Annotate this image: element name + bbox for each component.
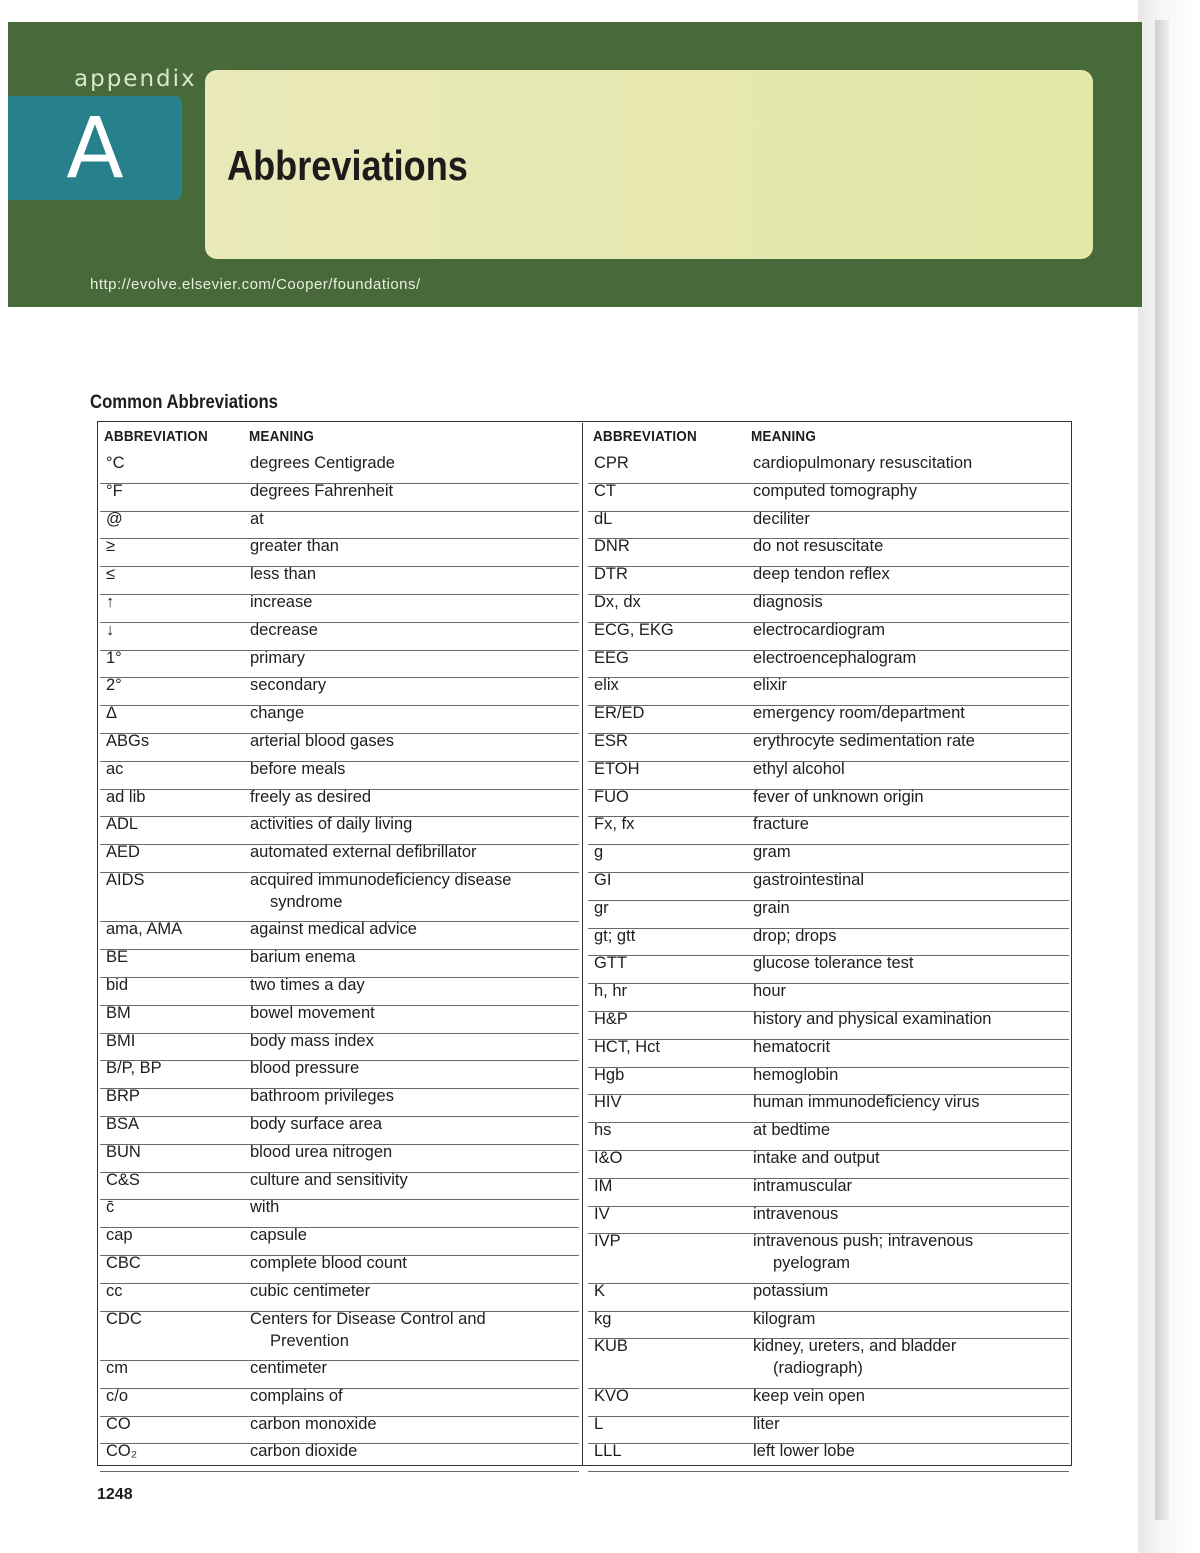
meaning-text: carbon dioxide	[250, 1442, 358, 1461]
abbreviation-cell: DTR	[594, 565, 628, 584]
meaning-cell	[250, 1413, 377, 1435]
abbreviation-cell: LLL	[594, 1442, 622, 1461]
meaning-cell	[753, 730, 975, 752]
appendix-letter-box	[8, 96, 182, 200]
abbreviation-cell: c̄	[106, 1198, 115, 1217]
meaning-cell	[753, 1091, 980, 1113]
abbreviation-cell: ≥	[106, 537, 116, 556]
meaning-cell	[753, 1008, 991, 1030]
meaning-text: kilogram	[753, 1309, 816, 1328]
meaning-text: degrees Fahrenheit	[250, 481, 394, 500]
meaning-cell	[250, 508, 264, 530]
meaning-text: at bedtime	[753, 1121, 831, 1140]
appendix-letter: A	[66, 99, 124, 197]
meaning-cell	[250, 1196, 279, 1218]
abbreviation-cell: BUN	[106, 1142, 141, 1161]
meaning-text: human immunodeficiency virus	[753, 1093, 980, 1112]
abbreviation-cell: BE	[106, 948, 129, 967]
meaning-text: emergency room/department	[753, 704, 965, 723]
abbreviation-cell: elix	[594, 676, 619, 695]
table-row	[100, 619, 579, 647]
page-title: Abbreviations	[227, 142, 468, 189]
meaning-text: gram	[753, 843, 791, 862]
abbreviation-cell: GI	[594, 871, 612, 889]
abbreviation-cell: Fx, fx	[594, 815, 635, 834]
meaning-cell	[753, 563, 890, 585]
abbreviation-cell: @	[106, 509, 123, 528]
meaning-text: complains of	[250, 1386, 343, 1405]
abbreviation-cell: CBC	[106, 1254, 141, 1272]
meaning-cell	[753, 869, 864, 891]
meaning-text: barium enema	[250, 948, 356, 967]
meaning-text: primary	[250, 648, 306, 667]
meaning-cell	[250, 946, 355, 968]
meaning-cell	[753, 1119, 830, 1141]
table-row	[588, 813, 1069, 841]
abbreviation-cell: EEG	[594, 648, 629, 667]
page-edge	[1155, 20, 1169, 1520]
meaning-text: decrease	[250, 620, 318, 639]
meaning-text: kidney, ureters, and bladder	[753, 1337, 957, 1356]
meaning-cell	[250, 1141, 392, 1163]
abbreviation-cell: CT	[594, 481, 616, 500]
meaning-cell	[250, 619, 318, 641]
abbreviation-cell: ↓	[106, 620, 115, 639]
meaning-text: ethyl alcohol	[753, 759, 845, 778]
meaning-text: intravenous	[753, 1204, 839, 1223]
meaning-text: fracture	[753, 815, 809, 834]
abbreviation-cell: cap	[106, 1226, 133, 1245]
abbreviation-cell: bid	[106, 976, 129, 994]
meaning-text: culture and sensitivity	[250, 1170, 408, 1189]
abbreviation-cell: hs	[594, 1121, 612, 1140]
table-column-divider	[582, 423, 583, 1465]
right-header-meaning: MEANING	[751, 428, 817, 445]
meaning-text: hematocrit	[753, 1037, 831, 1056]
meaning-cell	[753, 1440, 855, 1462]
meaning-text: grain	[753, 898, 790, 917]
meaning-cell	[250, 1252, 407, 1274]
meaning-text: body surface area	[250, 1115, 383, 1133]
abbreviation-cell: BSA	[106, 1115, 140, 1133]
abbreviation-cell: cm	[106, 1359, 128, 1377]
meaning-text: carbon monoxide	[250, 1414, 377, 1433]
meaning-text: cubic centimeter	[250, 1281, 371, 1300]
abbreviation-cell: ama, AMA	[106, 920, 183, 939]
meaning-text: deep tendon reflex	[753, 565, 890, 584]
meaning-cell	[250, 869, 511, 913]
abbreviation-cell: ≤	[106, 565, 116, 584]
meaning-cell	[250, 535, 339, 557]
meaning-text: bowel movement	[250, 1003, 375, 1022]
meaning-cell	[753, 1308, 815, 1330]
meaning-text: secondary	[250, 676, 327, 695]
meaning-text: electrocardiogram	[753, 620, 886, 639]
table-row	[100, 1224, 579, 1252]
abbreviation-cell: 1°	[106, 648, 122, 667]
meaning-cell	[250, 674, 326, 696]
meaning-text: computed tomography	[753, 481, 918, 500]
meaning-cell	[250, 1002, 375, 1024]
abbreviation-cell: dL	[594, 509, 613, 528]
meaning-cell	[250, 1440, 357, 1462]
meaning-cell	[753, 1147, 880, 1169]
meaning-text: hemoglobin	[753, 1065, 839, 1084]
abbreviation-cell: 2°	[106, 676, 122, 695]
meaning-text: intravenous push; intravenous	[753, 1232, 974, 1251]
abbreviation-cell: CO₂	[106, 1442, 138, 1461]
table-row	[588, 1413, 1069, 1441]
meaning-cell	[250, 813, 412, 835]
meaning-cell	[753, 1175, 852, 1197]
meaning-cell	[250, 1113, 382, 1135]
meaning-cell	[753, 813, 809, 835]
meaning-cell	[250, 1308, 486, 1352]
meaning-text: blood pressure	[250, 1059, 360, 1078]
row-rule	[100, 1471, 579, 1472]
meaning-text: freely as desired	[250, 787, 372, 806]
meaning-text: less than	[250, 565, 317, 584]
meaning-cell	[753, 758, 845, 780]
meaning-cell	[753, 1413, 780, 1435]
meaning-text: deciliter	[753, 509, 810, 528]
table-row	[100, 674, 579, 702]
meaning-text: blood urea nitrogen	[250, 1142, 393, 1161]
meaning-text: elixir	[753, 676, 787, 695]
abbreviation-cell: BM	[106, 1003, 131, 1022]
abbreviation-cell: ↑	[106, 593, 115, 611]
meaning-text: against medical advice	[250, 920, 417, 939]
meaning-cell	[753, 480, 917, 502]
meaning-cell	[250, 730, 394, 752]
meaning-text: body mass index	[250, 1031, 374, 1050]
abbreviation-cell: ABGs	[106, 732, 150, 750]
meaning-text: automated external defibrillator	[250, 843, 477, 862]
meaning-cell	[250, 786, 371, 808]
meaning-cell	[250, 480, 393, 502]
abbreviation-cell: Dx, dx	[594, 593, 641, 611]
meaning-cell	[753, 1203, 838, 1225]
meaning-text: Centers for Disease Control and	[250, 1309, 486, 1328]
meaning-continuation: Prevention	[270, 1331, 349, 1350]
abbreviation-cell: DNR	[594, 537, 630, 556]
meaning-text: intramuscular	[753, 1176, 853, 1195]
meaning-text: degrees Centigrade	[250, 454, 395, 472]
meaning-text: two times a day	[250, 976, 365, 994]
meaning-text: keep vein open	[753, 1386, 865, 1405]
section-title: Common Abbreviations	[90, 392, 278, 413]
abbreviation-cell: AED	[106, 843, 140, 862]
table-row	[588, 980, 1069, 1008]
row-rule	[588, 1471, 1069, 1472]
meaning-text: before meals	[250, 759, 346, 778]
meaning-cell	[753, 980, 786, 1002]
abbreviation-cell: I&O	[594, 1149, 623, 1167]
table-row	[588, 508, 1069, 536]
meaning-text: do not resuscitate	[753, 537, 884, 556]
abbreviation-cell: gt; gtt	[594, 926, 636, 945]
meaning-text: potassium	[753, 1281, 829, 1300]
table-row	[588, 1280, 1069, 1308]
abbreviation-cell: HCT, Hct	[594, 1037, 660, 1056]
meaning-cell	[753, 1064, 838, 1086]
meaning-cell	[753, 591, 823, 613]
abbreviation-cell: °F	[106, 481, 123, 500]
meaning-text: centimeter	[250, 1359, 328, 1377]
meaning-text: left lower lobe	[753, 1442, 855, 1461]
meaning-cell	[753, 452, 972, 474]
meaning-text: bathroom privileges	[250, 1087, 394, 1106]
left-header-meaning: MEANING	[249, 428, 315, 445]
table-row	[588, 591, 1069, 619]
abbreviation-cell: h, hr	[594, 982, 628, 1001]
meaning-cell	[250, 1085, 394, 1107]
meaning-text: erythrocyte sedimentation rate	[753, 732, 975, 750]
abbreviation-cell: KUB	[594, 1337, 628, 1356]
table-row	[100, 563, 579, 591]
meaning-text: diagnosis	[753, 593, 823, 611]
abbreviation-cell: AIDS	[106, 871, 145, 889]
meaning-cell	[250, 1169, 408, 1191]
meaning-cell	[250, 1057, 359, 1079]
abbreviation-cell: ER/ED	[594, 704, 645, 723]
meaning-text: electroencephalogram	[753, 648, 917, 667]
meaning-cell	[753, 647, 916, 669]
meaning-text: at	[250, 509, 264, 528]
meaning-text: acquired immunodeficiency disease	[250, 871, 512, 889]
meaning-cell	[753, 1036, 830, 1058]
meaning-cell	[753, 1335, 956, 1379]
table-row	[588, 1308, 1069, 1336]
abbreviation-cell: CO	[106, 1414, 131, 1433]
meaning-text: change	[250, 704, 305, 723]
meaning-cell	[753, 841, 791, 863]
abbreviation-cell: IV	[594, 1204, 610, 1223]
abbreviation-cell: BRP	[106, 1087, 140, 1106]
meaning-text: activities of daily living	[250, 815, 413, 834]
meaning-cell	[753, 952, 914, 974]
abbreviation-cell: Δ	[106, 704, 118, 723]
right-header-abbreviation: ABBREVIATION	[593, 428, 697, 445]
meaning-text: arterial blood gases	[250, 732, 395, 750]
meaning-text: hour	[753, 982, 787, 1001]
meaning-text: fever of unknown origin	[753, 787, 924, 806]
abbreviation-cell: kg	[594, 1309, 612, 1328]
title-panel	[205, 70, 1093, 259]
meaning-text: greater than	[250, 537, 339, 556]
abbreviation-cell: C&S	[106, 1170, 140, 1189]
table-row	[100, 591, 579, 619]
abbreviation-cell: °C	[106, 454, 125, 472]
meaning-text: liter	[753, 1414, 780, 1433]
table-row	[588, 841, 1069, 869]
meaning-continuation: pyelogram	[773, 1254, 851, 1273]
meaning-cell	[753, 508, 810, 530]
abbreviation-cell: HIV	[594, 1093, 622, 1112]
meaning-text: increase	[250, 593, 313, 611]
abbreviation-cell: g	[594, 843, 604, 862]
evolve-url: http://evolve.elsevier.com/Cooper/foundations/	[90, 276, 421, 293]
abbreviation-cell: c/o	[106, 1386, 129, 1405]
abbreviation-cell: CPR	[594, 454, 629, 472]
meaning-cell	[250, 1357, 327, 1379]
meaning-text: cardiopulmonary resuscitation	[753, 454, 973, 472]
abbreviation-cell: ETOH	[594, 759, 640, 778]
meaning-cell	[250, 758, 345, 780]
abbreviation-cell: gr	[594, 898, 609, 917]
table-row	[100, 702, 579, 730]
table-row	[100, 535, 579, 563]
table-row	[100, 647, 579, 675]
page-gutter-shadow	[1138, 0, 1200, 1553]
table-row	[100, 508, 579, 536]
meaning-cell	[250, 1385, 343, 1407]
abbreviation-cell: L	[594, 1414, 604, 1433]
abbreviation-cell: cc	[106, 1281, 123, 1300]
meaning-text: glucose tolerance test	[753, 954, 914, 973]
meaning-cell	[250, 1280, 370, 1302]
meaning-text: complete blood count	[250, 1254, 407, 1272]
meaning-cell	[250, 591, 312, 613]
abbreviation-cell: Hgb	[594, 1065, 625, 1084]
appendix-label: appendix	[74, 66, 197, 92]
table-row	[588, 674, 1069, 702]
meaning-text: intake and output	[753, 1149, 880, 1167]
abbreviation-cell: IVP	[594, 1232, 621, 1251]
meaning-cell	[250, 1030, 374, 1052]
table-row	[588, 897, 1069, 925]
meaning-cell	[753, 1280, 828, 1302]
meaning-cell	[753, 702, 965, 724]
abbreviation-cell: CDC	[106, 1309, 142, 1328]
meaning-cell	[753, 897, 790, 919]
meaning-cell	[250, 918, 417, 940]
abbreviation-cell: ADL	[106, 815, 139, 834]
meaning-cell	[753, 674, 787, 696]
table-row	[100, 1196, 579, 1224]
meaning-cell	[250, 1224, 307, 1246]
table-row	[100, 1357, 579, 1385]
meaning-continuation: syndrome	[270, 893, 343, 911]
meaning-cell	[250, 974, 365, 996]
meaning-cell	[753, 925, 836, 947]
meaning-cell	[753, 786, 924, 808]
meaning-cell	[250, 841, 477, 863]
abbreviation-cell: K	[594, 1281, 606, 1300]
meaning-cell	[250, 563, 316, 585]
page-number: 1248	[97, 1486, 133, 1503]
meaning-cell	[753, 619, 885, 641]
abbreviation-cell: B/P, BP	[106, 1059, 162, 1078]
abbreviation-cell: GTT	[594, 954, 627, 973]
left-header-abbreviation: ABBREVIATION	[104, 428, 208, 445]
abbreviation-cell: ECG, EKG	[594, 620, 674, 639]
meaning-cell	[250, 647, 305, 669]
meaning-text: with	[250, 1198, 280, 1217]
meaning-text: capsule	[250, 1226, 307, 1245]
meaning-cell	[250, 702, 304, 724]
meaning-text: drop; drops	[753, 926, 837, 945]
meaning-cell	[753, 535, 883, 557]
meaning-text: gastrointestinal	[753, 871, 864, 889]
abbreviation-cell: KVO	[594, 1386, 629, 1405]
abbreviation-cell: IM	[594, 1176, 613, 1195]
meaning-cell	[753, 1230, 973, 1274]
meaning-continuation: (radiograph)	[773, 1359, 863, 1378]
abbreviation-cell: ESR	[594, 732, 628, 750]
abbreviation-cell: FUO	[594, 787, 629, 806]
meaning-cell	[753, 1385, 865, 1407]
meaning-cell	[250, 452, 395, 474]
meaning-text: history and physical examination	[753, 1010, 992, 1028]
abbreviation-cell: BMI	[106, 1031, 136, 1050]
abbreviation-cell: ac	[106, 759, 124, 778]
abbreviation-cell: ad lib	[106, 787, 146, 806]
abbreviation-cell: H&P	[594, 1010, 628, 1028]
